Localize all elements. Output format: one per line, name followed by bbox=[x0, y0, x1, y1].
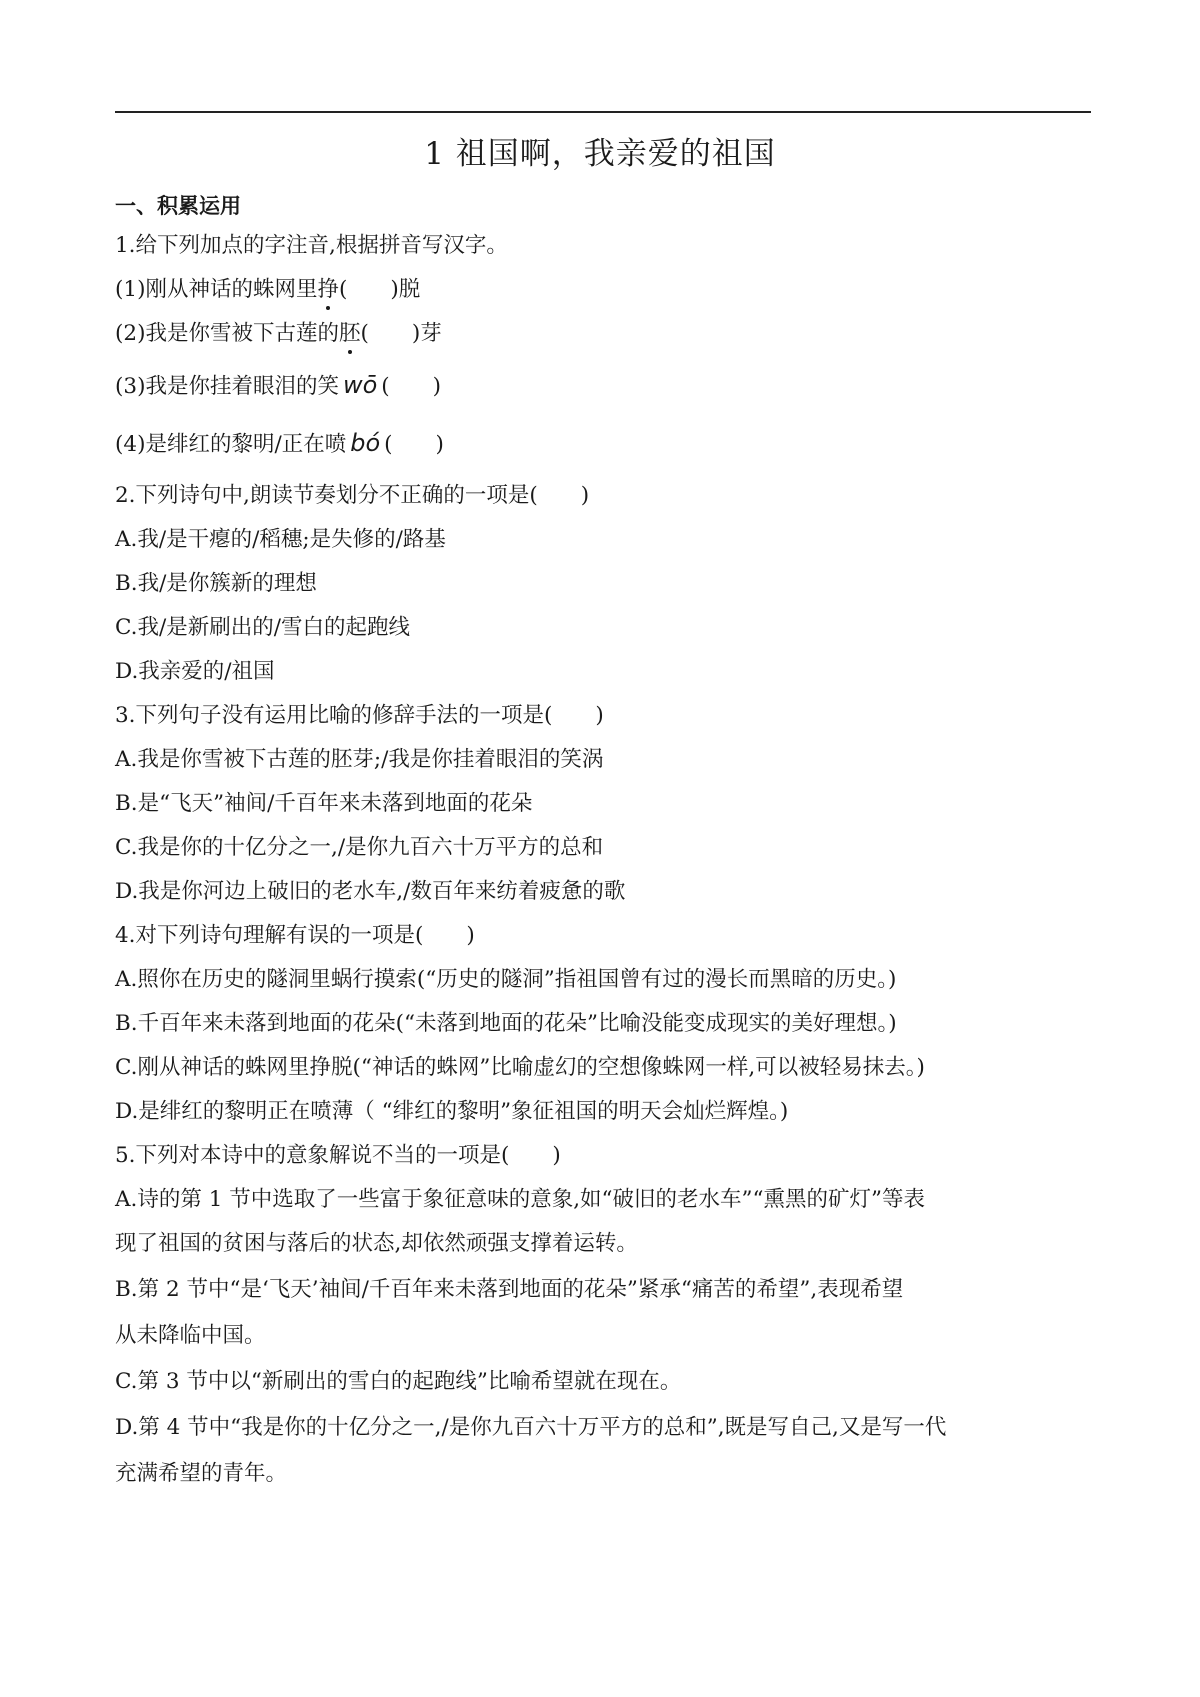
pinyin: bó bbox=[350, 429, 381, 457]
question-1-item-1: (1)刚从神话的蛛网里挣( )脱 bbox=[115, 272, 420, 303]
question-5-stem: 5.下列对本诗中的意象解说不当的一项是( ) bbox=[115, 1143, 561, 1168]
page-title: 1 祖国啊，我亲爱的祖国 bbox=[424, 136, 776, 172]
dotted-char: 胚 bbox=[339, 316, 361, 347]
question-3-option-c: C.我是你的十亿分之一,/是你九百六十万平方的总和 bbox=[115, 835, 604, 860]
section-heading: 一、积累运用 bbox=[115, 194, 241, 218]
question-4-stem: 4.对下列诗句理解有误的一项是( ) bbox=[115, 923, 475, 948]
pinyin: wō bbox=[342, 371, 378, 399]
question-2-option-b: B.我/是你簇新的理想 bbox=[115, 571, 317, 596]
question-4-option-a: A.照你在历史的隧洞里蜗行摸索(“历史的隧洞”指祖国曾有过的漫长而黑暗的历史。) bbox=[115, 967, 897, 992]
question-1-item-3: (3)我是你挂着眼泪的笑 wō ( ) bbox=[115, 371, 442, 399]
question-5-line-5: C.第 3 节中以“新刷出的雪白的起跑线”比喻希望就在现在。 bbox=[115, 1369, 682, 1394]
question-4-option-b: B.千百年来未落到地面的花朵(“未落到地面的花朵”比喻没能变成现实的美好理想。) bbox=[115, 1011, 897, 1036]
question-4-option-d: D.是绯红的黎明正在喷薄（ “绯红的黎明”象征祖国的明天会灿烂辉煌。) bbox=[115, 1099, 789, 1124]
question-5-line-1: A.诗的第 1 节中选取了一些富于象征意味的意象,如“破旧的老水车”“熏黑的矿灯”等表 bbox=[115, 1187, 926, 1212]
question-1-item-4: (4)是绯红的黎明/正在喷 bó ( ) bbox=[115, 429, 444, 457]
question-1-stem: 1.给下列加点的字注音,根据拼音写汉字。 bbox=[115, 233, 508, 258]
question-2-option-d: D.我亲爱的/祖国 bbox=[115, 659, 275, 684]
question-5-line-3: B.第 2 节中“是‘飞天’袖间/千百年来未落到地面的花朵”紧承“痛苦的希望”,表现希望 bbox=[115, 1277, 904, 1302]
question-1-item-2: (2)我是你雪被下古莲的胚( )芽 bbox=[115, 316, 442, 347]
question-3-stem: 3.下列句子没有运用比喻的修辞手法的一项是( ) bbox=[115, 703, 604, 728]
question-3-option-a: A.我是你雪被下古莲的胚芽;/我是你挂着眼泪的笑涡 bbox=[115, 747, 604, 772]
question-2-stem: 2.下列诗句中,朗读节奏划分不正确的一项是( ) bbox=[115, 483, 590, 508]
header-rule bbox=[115, 111, 1091, 113]
question-4-option-c: C.刚从神话的蛛网里挣脱(“神话的蛛网”比喻虚幻的空想像蛛网一样,可以被轻易抹去。) bbox=[115, 1055, 925, 1080]
question-5-line-6: D.第 4 节中“我是你的十亿分之一,/是你九百六十万平方的总和”,既是写自己,又是写一代 bbox=[115, 1415, 947, 1440]
question-5-line-7: 充满希望的青年。 bbox=[115, 1461, 288, 1486]
question-5-line-2: 现了祖国的贫困与落后的状态,却依然顽强支撑着运转。 bbox=[115, 1231, 638, 1256]
question-5-line-4: 从未降临中国。 bbox=[115, 1323, 266, 1348]
question-2-option-c: C.我/是新刷出的/雪白的起跑线 bbox=[115, 615, 411, 640]
dotted-char: 挣 bbox=[317, 272, 339, 303]
question-2-option-a: A.我/是干瘪的/稻穗;是失修的/路基 bbox=[115, 527, 446, 552]
question-3-option-d: D.我是你河边上破旧的老水车,/数百年来纺着疲惫的歌 bbox=[115, 879, 626, 904]
question-3-option-b: B.是“飞天”袖间/千百年来未落到地面的花朵 bbox=[115, 791, 533, 816]
